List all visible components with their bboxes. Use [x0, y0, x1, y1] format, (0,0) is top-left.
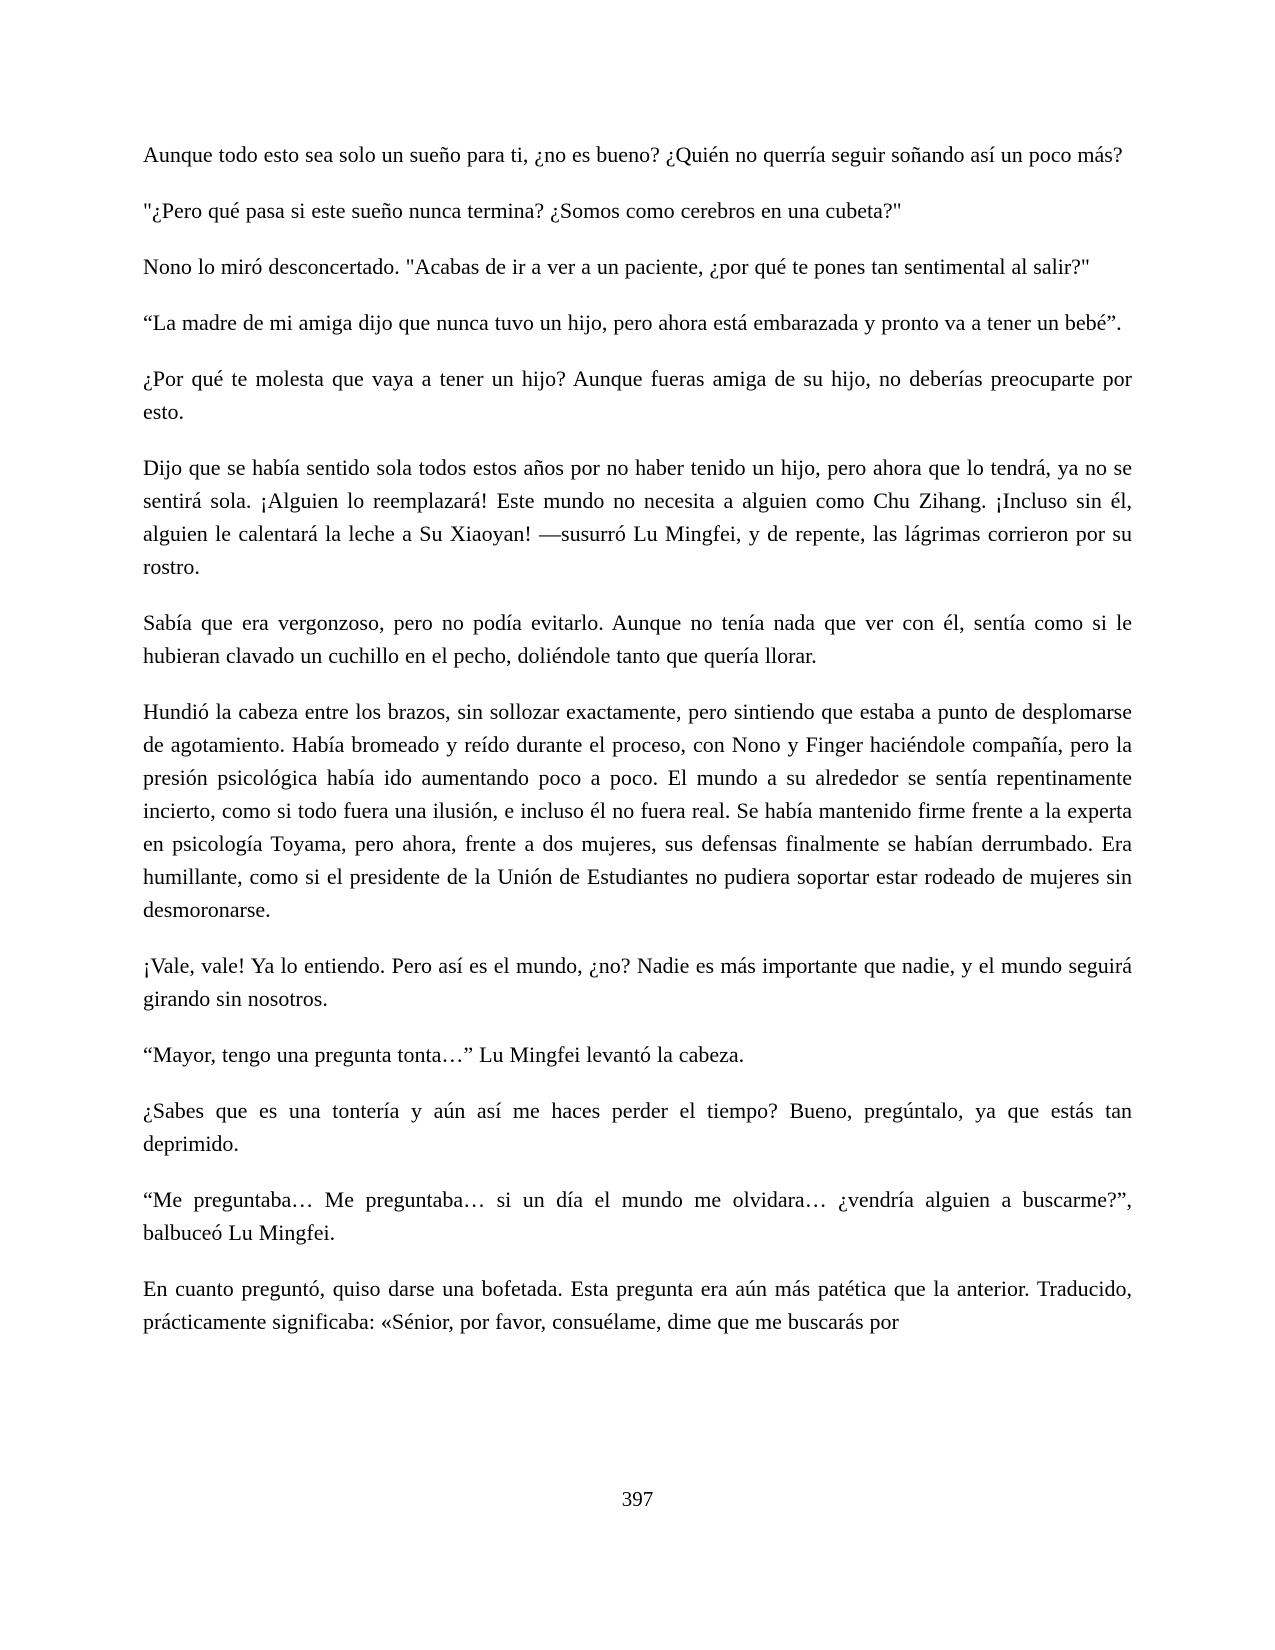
paragraph: Aunque todo esto sea solo un sueño para ti, ¿no es bueno? ¿Quién no querría seguir soñando así un poco más?	[143, 142, 1123, 167]
paragraph: Sabía que era vergonzoso, pero no podía evitarlo. Aunque no tenía nada que ver con él, sentía como si le hubieran clavado un cuchillo en el pecho, doliéndole tanto que quería llorar.	[143, 610, 1132, 668]
paragraph: Hundió la cabeza entre los brazos, sin sollozar exactamente, pero sintiendo que estaba a punto de desplomarse de agotamiento. Había bromeado y reído durante el proceso, con Nono y Finger haciéndole compañía, pero la presión psicológica había ido aumentando poco a poco. El mundo a su alrededor se sentía repentinamente incierto, como si todo fuera una ilusión, e incluso él no fuera real. Se había mantenido firme frente a la experta en psicología Toyama, pero ahora, frente a dos mujeres, sus defensas finalmente se habían derrumbado. Era humillante, como si el presidente de la Unión de Estudiantes no pudiera soportar estar rodeado de mujeres sin desmoronarse.	[143, 699, 1132, 922]
paragraph: ¿Por qué te molesta que vaya a tener un hijo? Aunque fueras amiga de su hijo, no deberías preocuparte por esto.	[143, 366, 1132, 424]
paragraph: "¿Pero qué pasa si este sueño nunca termina? ¿Somos como cerebros en una cubeta?"	[143, 198, 902, 223]
paragraph: “Mayor, tengo una pregunta tonta…” Lu Mingfei levantó la cabeza.	[143, 1042, 745, 1067]
paragraph: “La madre de mi amiga dijo que nunca tuvo un hijo, pero ahora está embarazada y pronto va a tener un bebé”.	[143, 310, 1122, 335]
page-text-body	[143, 138, 1132, 1338]
paragraph: ¡Vale, vale! Ya lo entiendo. Pero así es el mundo, ¿no? Nadie es más importante que nadie, y el mundo seguirá girando sin nosotros.	[143, 953, 1132, 1011]
paragraph: En cuanto preguntó, quiso darse una bofetada. Esta pregunta era aún más patética que la anterior. Traducido, prácticamente significaba: «Sénior, por favor, consuélame, dime que me buscarás por	[143, 1276, 1132, 1334]
paragraph: “Me preguntaba… Me preguntaba… si un día el mundo me olvidara… ¿vendría alguien a buscarme?”, balbuceó Lu Mingfei.	[143, 1187, 1132, 1245]
page-number: 397	[621, 1487, 654, 1511]
paragraph: Dijo que se había sentido sola todos estos años por no haber tenido un hijo, pero ahora que lo tendrá, ya no se sentirá sola. ¡Alguien lo reemplazará! Este mundo no necesita a alguien como Chu Zihang. ¡Incluso sin él, alguien le calentará la leche a Su Xiaoyan! —susurró Lu Mingfei, y de repente, las lágrimas corrieron por su rostro.	[143, 455, 1132, 579]
paragraph: ¿Sabes que es una tontería y aún así me haces perder el tiempo? Bueno, pregúntalo, ya que estás tan deprimido.	[143, 1098, 1132, 1156]
paragraph: Nono lo miró desconcertado. "Acabas de ir a ver a un paciente, ¿por qué te pones tan sentimental al salir?"	[143, 254, 1090, 279]
